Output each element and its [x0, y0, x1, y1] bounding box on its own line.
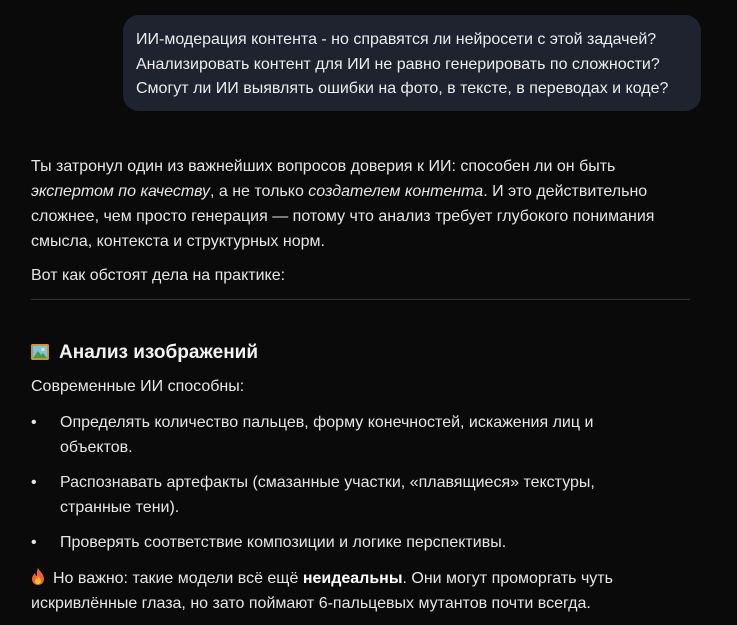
bold-imperfect: неидеальны: [302, 570, 403, 587]
bullet-marker: •: [31, 414, 37, 431]
emphasis-quality-expert: экспертом по качеству: [31, 183, 210, 200]
intro-line: сложнее, чем просто генерация — потому что анализ требует глубокого понимания: [31, 208, 655, 225]
section-lead: Современные ИИ способны:: [31, 378, 245, 395]
bullet-marker: •: [31, 534, 37, 551]
user-message-line: Анализировать контент для ИИ не равно генерировать по сложности?: [136, 55, 660, 73]
divider: [31, 299, 690, 300]
practice-paragraph: Вот как обстоят дела на практике:: [31, 267, 286, 284]
user-message-line: Смогут ли ИИ выявлять ошибки на фото, в тексте, в переводах и коде?: [136, 80, 669, 97]
section-heading: Анализ изображений: [31, 340, 258, 366]
user-message-bubble: [123, 15, 701, 111]
framed-picture-icon: [31, 344, 49, 360]
note-line: искривлённые глаза, но зато поймают 6-пальцевых мутантов почти всегда.: [31, 595, 591, 612]
note-line: Но важно: такие модели всё ещё неидеальны. Они могут проморгать чуть: [31, 567, 613, 594]
intro-line: Ты затронул один из важнейших вопросов доверия к ИИ: способен ли он быть: [31, 158, 616, 175]
fire-icon: [31, 568, 47, 594]
intro-line: смысла, контекста и структурных норм.: [31, 233, 325, 250]
emphasis-content-creator: создателем контента: [308, 183, 484, 200]
intro-line: экспертом по качеству, а не только создателем контента. И это действительно: [31, 183, 648, 200]
user-message-line: ИИ-модерация контента - но справятся ли нейросети с этой задачей?: [136, 31, 657, 48]
bullet-marker: •: [31, 474, 37, 491]
